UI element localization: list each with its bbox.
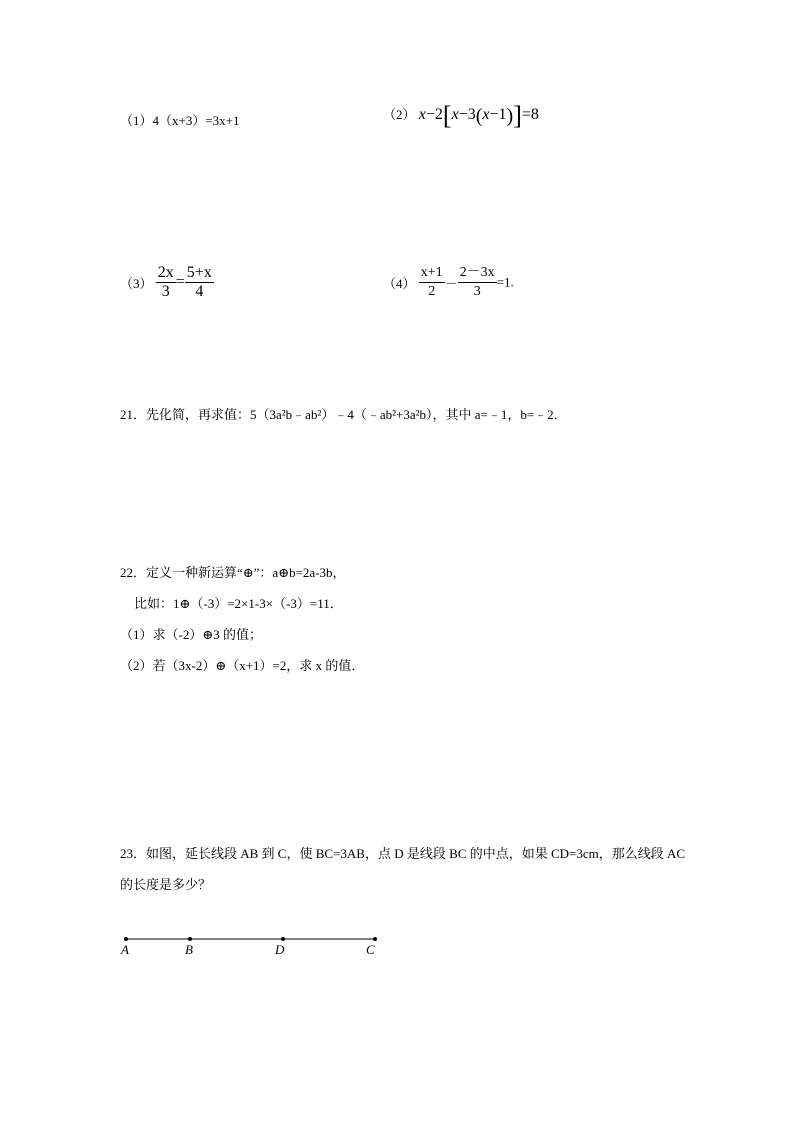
question-22-line-3: （1）求（-2）⊕3 的值； [120, 627, 262, 642]
math-op: −2 [425, 106, 443, 123]
equation-label: （3） [120, 276, 153, 291]
left-bracket: [ [442, 101, 452, 131]
numerator: x+1 [419, 264, 445, 283]
numerator: 5+x [186, 264, 212, 281]
label-d: D [275, 942, 285, 957]
numerator: 2－3x [458, 264, 497, 283]
denominator: 3 [473, 284, 481, 299]
math-op: −3 [458, 106, 476, 123]
math-var: x [418, 106, 426, 123]
fraction [156, 264, 176, 301]
equation-label: （1） [120, 113, 153, 128]
line-segment-figure [118, 930, 388, 960]
point-b [188, 937, 192, 941]
math-rhs: =1. [496, 274, 514, 290]
math-var: x [451, 106, 459, 123]
fraction [458, 264, 497, 301]
left-paren: ( [475, 105, 483, 128]
question-22-line-4: （2）若（3x-2）⊕（x+1）=2，求 x 的值． [120, 658, 365, 673]
fraction [185, 264, 214, 301]
equation-text: 4（x+3）=3x+1 [152, 113, 240, 128]
question-23-line-1: 23．如图，延长线段 AB 到 C，使 BC=3AB，点 D 是线段 BC 的中点，如果 CD=3cm，那么线段 AC [120, 846, 686, 861]
math-rhs: =8 [521, 106, 539, 123]
question-22-line-1: 22．定义一种新运算“⊕”：a⊕b=2a-3b， [120, 565, 346, 580]
equation-label: （4） [383, 276, 416, 291]
numerator: 2x [157, 264, 174, 281]
point-d [281, 937, 285, 941]
point-a [124, 937, 128, 941]
question-23-line-2: 的长度是多少？ [120, 877, 212, 892]
math-op: － [444, 276, 458, 291]
denominator: 2 [428, 284, 436, 299]
denominator: 4 [195, 283, 204, 300]
right-paren: ) [506, 105, 514, 128]
label-c: C [366, 942, 375, 957]
math-op: −1 [489, 106, 507, 123]
equation-3 [120, 264, 214, 301]
equation-label: （2） [383, 107, 416, 122]
equation-1 [120, 110, 240, 129]
fraction [419, 264, 445, 301]
math-var: x [482, 106, 490, 123]
equation-4 [383, 264, 514, 301]
question-21: 21．先化简，再求值：5（3a²b﹣ab²）﹣4（﹣ab²+3a²b），其中 a=﹣1，b=﹣2． [120, 407, 567, 422]
question-22-line-2: 比如：1⊕（-3）=2×1-3×（-3）=11． [134, 596, 343, 611]
label-b: B [185, 942, 193, 957]
math-op: = [175, 273, 185, 291]
equation-2 [383, 101, 539, 131]
point-c [373, 937, 377, 941]
label-a: A [121, 942, 129, 957]
right-bracket: ] [513, 101, 522, 131]
denominator: 3 [161, 283, 170, 300]
